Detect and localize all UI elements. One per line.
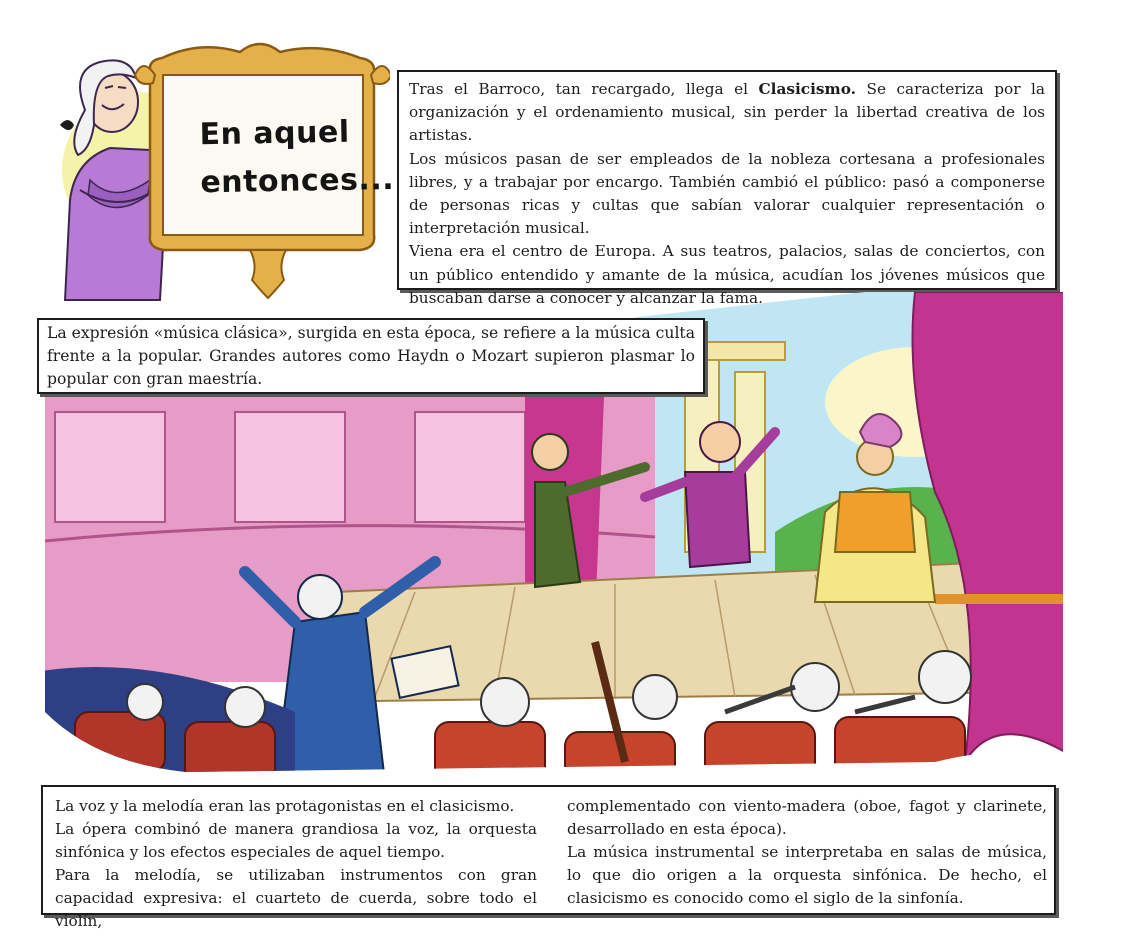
frame-title-line1: En aquel <box>199 114 350 153</box>
classic-music-text: La expresión «música clásica», surgida en esta época, se refiere a la música culta frente a la popular. Grandes autores como Haydn o Mozart supieron plasmar lo popular con gran maestría. <box>47 324 695 388</box>
frame-title-line2: entonces... <box>200 161 395 201</box>
bottom-left-paragraph-2: La ópera combinó de manera grandiosa la voz, la orquesta sinfónica y los efectos especiales de aquel tiempo. <box>55 820 537 861</box>
bottom-textbox <box>41 785 1056 930</box>
bottom-left-paragraph-1: La voz y la melodía eran las protagonistas en el clasicismo. <box>55 797 515 815</box>
intro-paragraph-1: Tras el Barroco, tan recargado, llega el Clasicismo. Se caracteriza por la organización y el ordenamiento musical, sin perder la libertad creativa de los artistas. <box>409 80 1045 145</box>
bottom-left-column <box>55 795 537 933</box>
bottom-right-paragraph-2: La música instrumental se interpretaba en salas de música, lo que dio origen a la orquesta sinfónica. De hecho, el clasicismo es conocido como el siglo de la sinfonía. <box>567 843 1047 907</box>
intro-textbox <box>397 70 1057 307</box>
frame-title <box>199 111 395 206</box>
bottom-right-paragraph-1: complementado con viento-madera (oboe, fagot y clarinete, desarrollado en esta época). <box>567 797 1047 838</box>
intro-paragraph-2: Los músicos pasan de ser empleados de la nobleza cortesana a profesionales libres, y a trabajar por encargo. También cambió el público: pasó a componerse de personas ricas y cultas que sabían valorar cualquier representación o interpretación musical. <box>409 149 1045 238</box>
bottom-right-column <box>567 795 1047 910</box>
clasicismo-term: Clasicismo. <box>758 80 856 98</box>
classic-music-textbox <box>37 318 705 394</box>
intro-paragraph-3: Viena era el centro de Europa. A sus teatros, palacios, salas de conciertos, con un público entendido y amante de la música, acudían los jóvenes músicos que buscaban darse a conocer y alcanzar la fama. <box>409 242 1045 307</box>
bottom-left-paragraph-3: Para la melodía, se utilizaban instrumentos con gran capacidad expresiva: el cuarteto de cuerda, sobre todo el violín, <box>55 866 537 930</box>
